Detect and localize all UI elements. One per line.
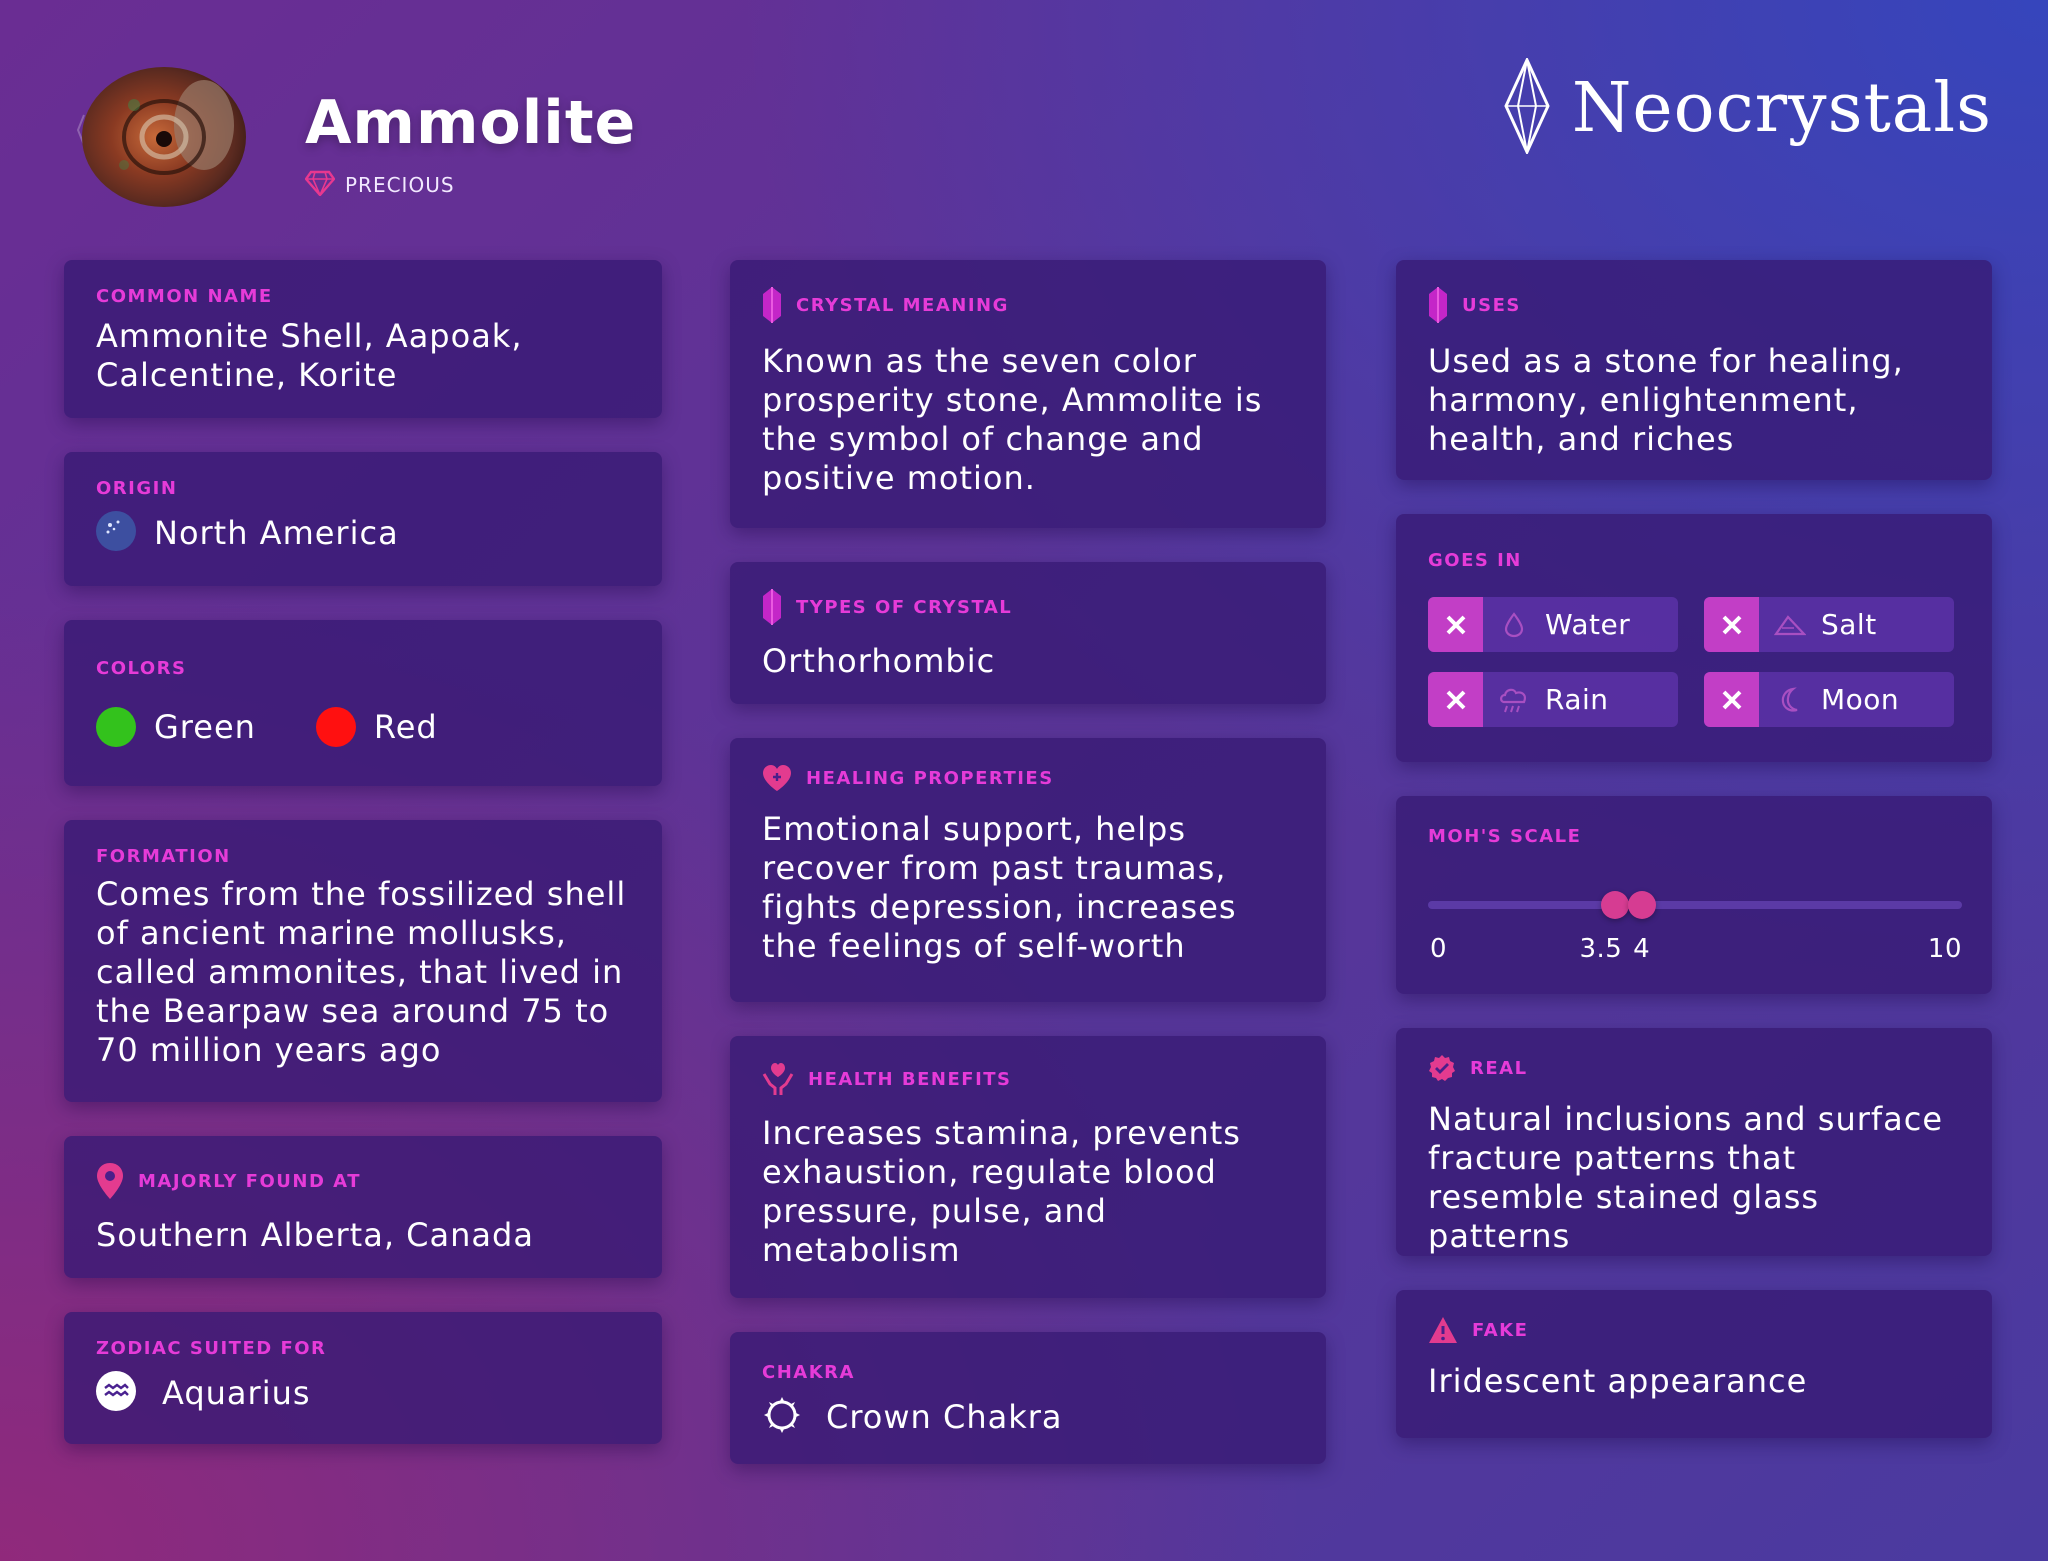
chakra-card [730,1332,1326,1464]
warning-icon [1428,1316,1458,1344]
health-benefits-label-text: HEALTH BENEFITS [808,1068,1012,1090]
chip-label: Moon [1821,683,1900,716]
crystal-icon [762,286,782,324]
chip-label: Rain [1545,683,1609,716]
uses-label [1428,286,1960,324]
chakra-value: Crown Chakra [826,1397,1063,1436]
formation-card [64,820,662,1102]
origin-value: North America [154,513,399,552]
mohs-scale-label: MOH'S SCALE [1428,826,1582,847]
goes-in-list [1428,597,1960,727]
green-swatch [96,707,136,747]
mohs-slider-knob-low[interactable] [1601,891,1629,919]
color-item-red [316,707,438,747]
types-of-crystal-card [730,562,1326,704]
goes-in-rain[interactable] [1428,672,1678,727]
real-label-text: REAL [1470,1057,1528,1079]
fake-card [1396,1290,1992,1438]
globe-icon [96,511,136,555]
formation-value: Comes from the fossilized shell of ancient marine mollusks, called ammonites, that lived in the Bearpaw sea around 75 to 70 million years ago [96,875,627,1069]
chip-label: Water [1545,608,1631,641]
found-at-card [64,1136,662,1278]
category-badge [305,170,455,200]
healing-properties-label-text: HEALING PROPERTIES [806,767,1054,789]
healing-properties-card [730,738,1326,1002]
heart-icon [762,764,792,792]
brand-logo[interactable] [1504,58,1992,158]
health-benefits-card [730,1036,1326,1298]
found-at-value: Southern Alberta, Canada [96,1216,534,1254]
mohs-slider-knob-high[interactable] [1628,891,1656,919]
crystal-meaning-card [730,260,1326,528]
header [0,0,2048,240]
crown-chakra-icon [762,1395,802,1439]
common-name-card [64,260,662,418]
goes-in-water[interactable] [1428,597,1678,652]
common-name-value: Ammonite Shell, Aapoak, Calcentine, Korite [96,317,523,394]
tick-label-max: 10 [1927,934,1962,964]
moon-icon [1759,687,1821,713]
found-at-label-text: MAJORLY FOUND AT [138,1170,361,1192]
verified-badge-icon [1428,1054,1456,1082]
tick-label-high: 4 [1633,934,1651,964]
map-pin-icon [96,1162,124,1200]
brand-name: Neocrystals [1571,68,1992,148]
found-at-label [96,1162,630,1200]
healing-properties-value: Emotional support, helps recover from past traumas, fights depression, increases the feelings of self-worth [762,810,1237,965]
red-swatch [316,707,356,747]
color-name: Red [373,707,438,746]
real-label [1428,1054,1960,1082]
uses-card [1396,260,1992,480]
real-value: Natural inclusions and surface fracture patterns that resemble stained glass patterns [1428,1100,1944,1255]
health-benefits-value: Increases stamina, prevents exhaustion, regulate blood pressure, pulse, and metabolism [762,1114,1241,1269]
colors-card [64,620,662,786]
close-icon [1704,597,1759,652]
goes-in-moon[interactable] [1704,672,1954,727]
crystal-icon [762,588,782,626]
fake-label-text: FAKE [1472,1319,1529,1341]
origin-card [64,452,662,586]
chip-label: Salt [1821,608,1877,641]
badge-label: PRECIOUS [345,173,455,197]
chakra-label: CHAKRA [762,1362,855,1383]
hands-heart-icon [762,1062,794,1096]
goes-in-label: GOES IN [1428,550,1522,571]
close-icon [1704,672,1759,727]
goes-in-card [1396,514,1992,762]
rain-cloud-icon [1483,685,1545,715]
aquarius-icon [96,1371,136,1415]
uses-label-text: USES [1462,294,1521,316]
color-item-green [96,707,256,747]
crystal-meaning-label-text: CRYSTAL MEANING [796,294,1009,316]
origin-label: ORIGIN [96,478,178,499]
healing-properties-label [762,764,1294,792]
zodiac-label: ZODIAC SUITED FOR [96,1338,327,1359]
close-icon [1428,597,1483,652]
page-title: Ammolite [305,88,637,158]
health-benefits-label [762,1062,1294,1096]
types-of-crystal-label [762,588,1294,626]
colors-label: COLORS [96,658,187,679]
zodiac-card [64,1312,662,1444]
mohs-scale-card [1396,796,1992,994]
types-of-crystal-value: Orthorhombic [762,642,996,680]
fake-value: Iridescent appearance [1428,1362,1808,1400]
colors-list [96,707,630,747]
crystal-meaning-value: Known as the seven color prosperity stone, Ammolite is the symbol of change and positive motion. [762,342,1263,497]
color-name: Green [154,707,256,746]
salt-pile-icon [1759,613,1821,637]
crystal-logo-icon [1504,58,1550,158]
tick-label-min: 0 [1430,934,1448,964]
goes-in-salt[interactable] [1704,597,1954,652]
water-drop-icon [1483,612,1545,638]
formation-label: FORMATION [96,846,231,867]
ammolite-stone-image [64,55,254,215]
common-name-label: COMMON NAME [96,286,273,307]
tick-label-low: 3.5 [1579,934,1623,964]
crystal-meaning-label [762,286,1294,324]
crystal-icon [1428,286,1448,324]
zodiac-value: Aquarius [162,1373,311,1412]
close-icon [1428,672,1483,727]
gem-icon [305,170,335,200]
uses-value: Used as a stone for healing, harmony, enlightenment, health, and riches [1428,342,1904,458]
mohs-slider-track[interactable] [1428,901,1962,909]
real-card [1396,1028,1992,1256]
fake-label [1428,1316,1960,1344]
types-of-crystal-label-text: TYPES OF CRYSTAL [796,596,1013,618]
